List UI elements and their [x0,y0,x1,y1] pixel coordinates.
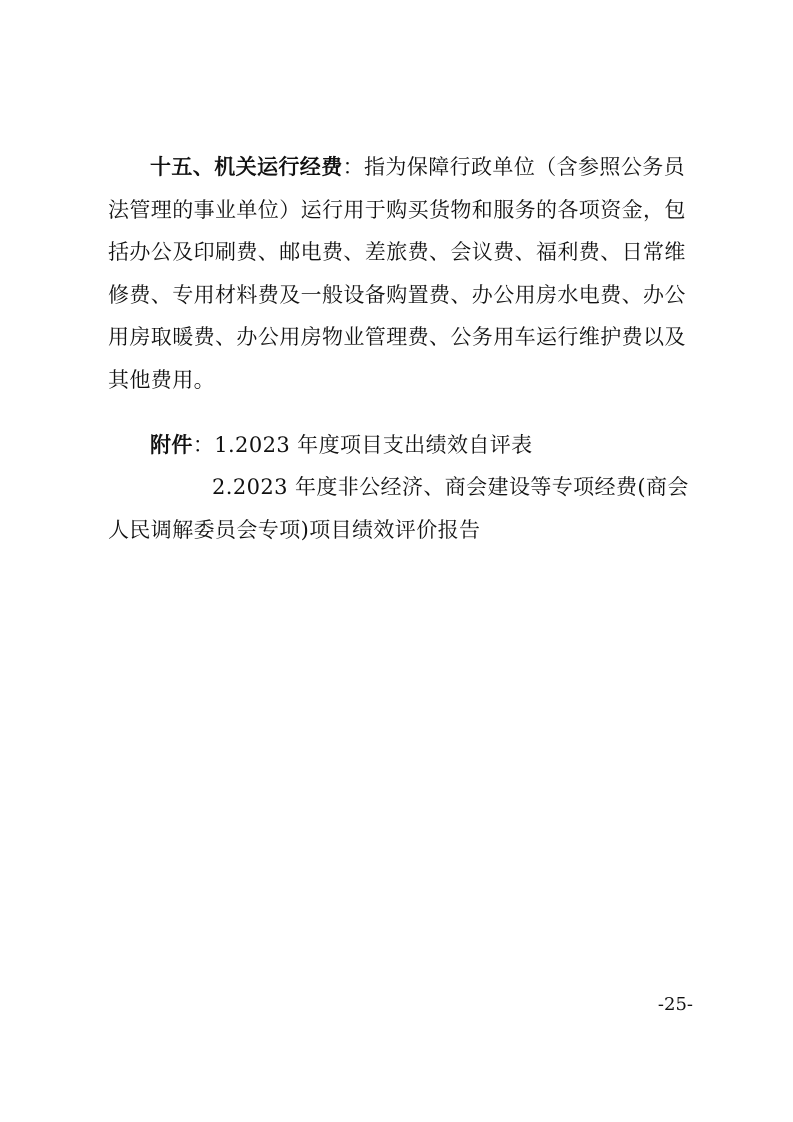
section-15-heading: 十五、机关运行经费 [150,155,343,179]
section-15-body: 指为保障行政单位（含参照公务员法管理的事业单位）运行用于购买货物和服务的各项资金，包括办公及印刷费、邮电费、差旅费、会议费、福利费、日常维修费、专用材料费及一般设备购置费、办公用房水电费、办公用房取暖费、办公用房物业管理费、公务用车运行维护费以及其他费用。 [108,155,686,392]
section-15-colon: ： [342,155,365,179]
section-15-paragraph [108,146,694,401]
attachment-item-1: 1.2023 年度项目支出绩效自评表 [214,433,533,457]
attachment-item-2: 2.2023 年度非公经济、商会建设等专项经费(商会人民调解委员会专项)项目绩效评价报告 [108,475,689,542]
attachment-colon: ： [192,433,215,457]
attachment-line-1 [108,424,694,467]
page-number: -25- [657,994,693,1015]
attachment-line-2 [108,466,694,551]
attachment-label: 附件 [150,433,193,457]
